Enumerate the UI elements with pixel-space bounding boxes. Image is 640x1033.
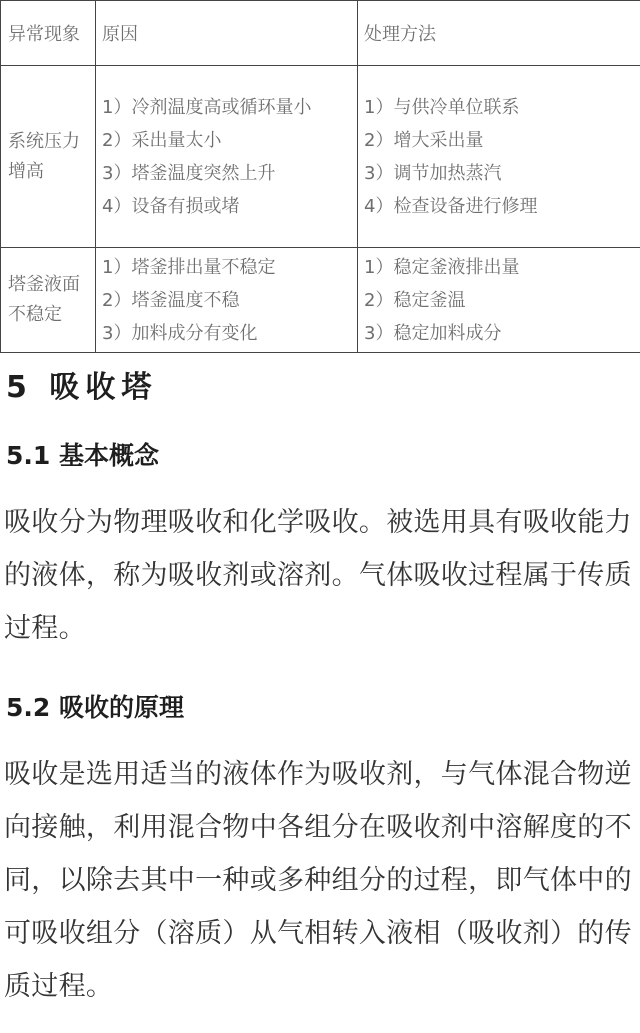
method-item: 1）与供冷单位联系 — [364, 96, 520, 118]
table-row — [1, 248, 640, 353]
cause-item: 2）塔釜温度不稳 — [102, 289, 240, 311]
method-cell — [358, 66, 640, 248]
section-5-1-paragraph: 吸收分为物理吸收和化学吸收。被选用具有吸收能力的液体，称为吸收剂或溶剂。气体吸收过程属于传质过程。 — [4, 507, 632, 644]
cause-cell — [96, 248, 358, 353]
phenomenon-line: 塔釜液面 — [8, 274, 80, 295]
phenomenon-cell — [1, 248, 96, 353]
header-phenomenon: 异常现象 — [1, 1, 96, 66]
header-cause: 原因 — [96, 1, 358, 66]
cause-item: 1）冷剂温度高或循环量小 — [102, 96, 312, 118]
table-header-row — [1, 1, 640, 66]
section-5-2-paragraph: 吸收是选用适当的液体作为吸收剂，与气体混合物逆向接触，利用混合物中各组分在吸收剂中溶解度的不同，以除去其中一种或多种组分的过程，即气体中的可吸收组分（溶质）从气相转入液相（吸收剂）的传质过程。 — [4, 759, 632, 1002]
cause-item: 3）塔釜温度突然上升 — [102, 162, 276, 184]
cause-item: 4）设备有损或堵 — [102, 195, 240, 217]
table-row — [1, 66, 640, 248]
cause-item: 2）采出量太小 — [102, 129, 222, 151]
troubleshooting-table — [0, 0, 640, 353]
method-item: 2）增大采出量 — [364, 129, 484, 151]
method-item: 3）稳定加料成分 — [364, 322, 502, 344]
method-cell — [358, 248, 640, 353]
cause-item: 1）塔釜排出量不稳定 — [102, 256, 276, 278]
phenomenon-cell — [1, 66, 96, 248]
phenomenon-line: 增高 — [8, 160, 44, 182]
phenomenon-line: 不稳定 — [8, 304, 62, 325]
section-5-heading: 5 吸收塔 — [6, 370, 158, 405]
method-list — [364, 91, 640, 223]
cause-list — [102, 91, 357, 223]
cause-list — [102, 251, 357, 350]
header-method: 处理方法 — [358, 1, 640, 66]
method-item: 2）稳定釜温 — [364, 289, 466, 311]
phenomenon-line: 系统压力 — [8, 130, 80, 152]
section-5-2-heading: 5.2 吸收的原理 — [6, 693, 184, 722]
method-item: 3）调节加热蒸汽 — [364, 162, 502, 184]
cause-cell — [96, 66, 358, 248]
method-item: 1）稳定釜液排出量 — [364, 256, 520, 278]
method-item: 4）检查设备进行修理 — [364, 195, 538, 217]
cause-item: 3）加料成分有变化 — [102, 322, 258, 344]
method-list — [364, 251, 640, 350]
section-5-1-heading: 5.1 基本概念 — [6, 441, 159, 470]
